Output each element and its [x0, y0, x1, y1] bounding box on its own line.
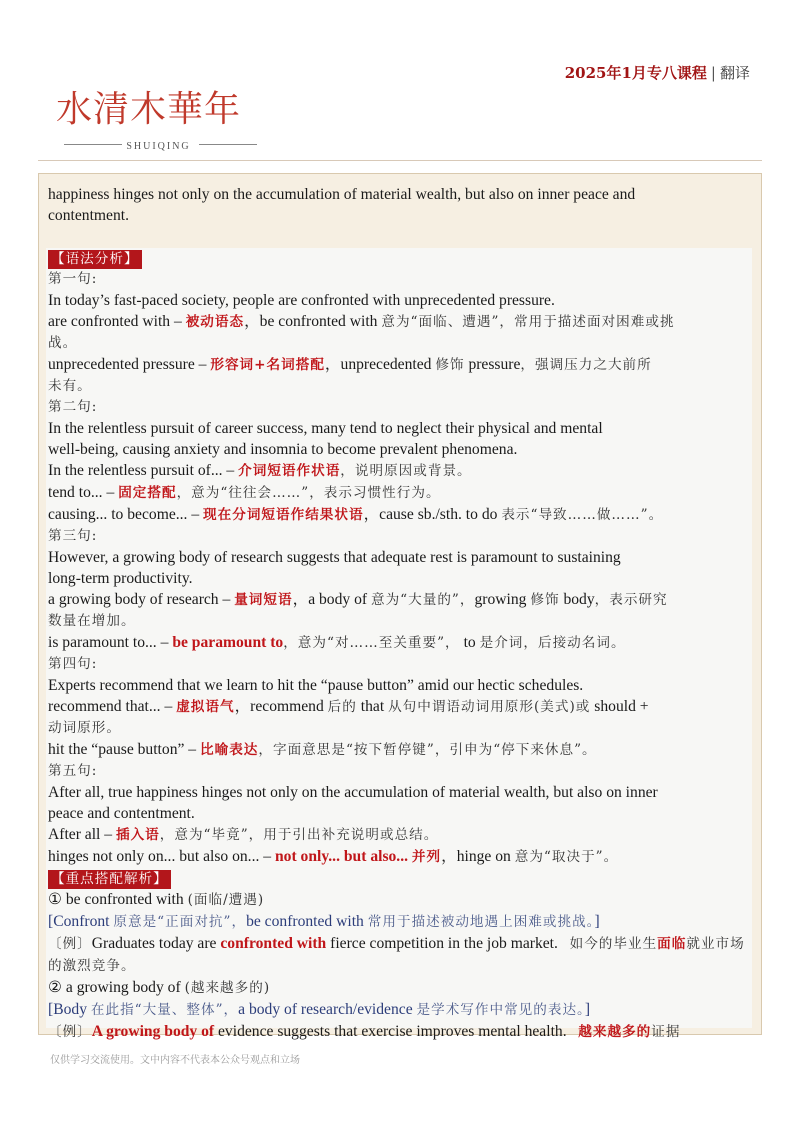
analysis-line: [48, 460, 754, 482]
note-bracket: ]: [594, 913, 600, 930]
example-highlight: A growing body of: [91, 1023, 215, 1040]
analysis-term: to: [463, 634, 476, 651]
footer-disclaimer: 仅供学习交流使用。文中内容不代表本公众号观点和立场: [50, 1055, 300, 1066]
spacer: [48, 226, 754, 248]
example-tag: 〔例〕: [48, 1024, 92, 1040]
analysis-term: that: [360, 698, 385, 715]
analysis-term: ，cause sb./sth. to do: [363, 506, 498, 523]
grammar-tag: 现在分词短语作结果状语: [203, 507, 364, 523]
sentence-text: peace and contentment.: [48, 805, 195, 822]
example-highlight: 越来越多的: [578, 1024, 652, 1040]
analysis-term: ，be confronted with: [244, 313, 378, 330]
example-text: evidence suggests that exercise improves mental health.: [218, 1023, 567, 1040]
analysis-term: is paramount to... –: [48, 634, 169, 651]
logo-rule-right: [199, 144, 257, 145]
analysis-line: [48, 739, 754, 761]
grammar-tag: 虚拟语气: [176, 699, 235, 715]
note-term: [Confront: [48, 913, 110, 930]
analysis-term: should +: [594, 698, 649, 715]
sentence-text: In the relentless pursuit of career success, many tend to neglect their physical and mental: [48, 420, 603, 437]
grammar-tag: not only... but also...: [274, 848, 409, 865]
intro-line: happiness hinges not only on the accumulation of material wealth, but also on inner peace and: [48, 186, 636, 203]
note-explanation: 是学术写作中常见的表达。: [416, 1002, 585, 1018]
analysis-continuation: 未有。: [48, 378, 92, 394]
analysis-explanation: 是介词，后接动名词。: [479, 635, 626, 651]
collocation-note: [48, 911, 754, 933]
analysis-line: [48, 311, 754, 333]
analysis-term: tend to... –: [48, 484, 115, 501]
analysis-line: [48, 504, 754, 526]
intro-line: contentment.: [48, 207, 129, 224]
sentence-heading: 第三句:: [48, 528, 98, 544]
note-term: [Body: [48, 1001, 87, 1018]
example-text: fierce competition in the job market.: [330, 935, 558, 952]
analysis-explanation: 意为“取决于”。: [514, 849, 619, 865]
analysis-term: recommend that... –: [48, 698, 173, 715]
example-highlight: confronted with: [220, 935, 327, 952]
header-course-info: [565, 62, 750, 83]
grammar-tag: be paramount to: [172, 634, 284, 651]
example-translation: 如今的毕业生: [569, 936, 658, 952]
grammar-tag: 比喻表达: [200, 742, 259, 758]
analysis-term: hinges not only on... but also on... –: [48, 848, 272, 865]
grammar-tag: 固定搭配: [118, 485, 177, 501]
analysis-explanation: ，表示研究: [594, 592, 668, 608]
analysis-term: In the relentless pursuit of... –: [48, 462, 235, 479]
analysis-explanation: 从句中谓语动词用原形(美式)或: [388, 699, 591, 715]
analysis-explanation: ，意为“对……至关重要”，: [283, 635, 460, 651]
analysis-term: growing: [474, 591, 527, 608]
grammar-tag: 形容词+名词搭配: [210, 357, 325, 373]
grammar-tag: 量词短语: [234, 592, 293, 608]
analysis-line: [48, 696, 754, 718]
grammar-tag: 插入语: [116, 827, 160, 843]
analysis-explanation: ，字面意思是“按下暂停键”，引申为“停下来休息”。: [258, 742, 597, 758]
example-line: [48, 1021, 754, 1043]
analysis-term: ，unprecedented: [324, 356, 432, 373]
analysis-term: unprecedented pressure –: [48, 356, 207, 373]
analysis-line: [48, 846, 754, 868]
example-translation: 就业市场的激烈竞争。: [48, 936, 745, 974]
analysis-explanation: ，强调压力之大前所: [520, 357, 652, 373]
analysis-term: ，hinge on: [441, 848, 511, 865]
analysis-term: hit the “pause button” –: [48, 741, 197, 758]
analysis-explanation: 修饰: [530, 592, 560, 608]
sentence-heading: 第五句:: [48, 763, 98, 779]
sentence-text: In today’s fast-paced society, people are confronted with unprecedented pressure.: [48, 292, 555, 309]
analysis-term: causing... to become... –: [48, 506, 200, 523]
analysis-explanation: 意为“面临、遭遇”，常用于描述面对困难或挑: [381, 314, 675, 330]
sentence-text: However, a growing body of research suggests that adequate rest is paramount to sustaining: [48, 549, 621, 566]
header-divider: [38, 160, 762, 161]
header-separator: |: [710, 64, 716, 82]
grammar-tag: 并列: [411, 849, 442, 865]
analysis-explanation: 意为“大量的”，: [371, 592, 475, 608]
note-explanation: 原意是“正面对抗”，: [113, 914, 247, 930]
logo-subtitle: [56, 136, 261, 152]
example-translation: 证据: [651, 1024, 681, 1040]
brand-logo: [56, 88, 266, 152]
analysis-line: [48, 824, 754, 846]
analysis-term: ，a body of: [292, 591, 368, 608]
sentence-text: well-being, causing anxiety and insomnia to become prevalent phenomena.: [48, 441, 518, 458]
analysis-line: [48, 354, 754, 376]
analysis-term: ，recommend: [234, 698, 324, 715]
note-bracket: ]: [584, 1001, 591, 1018]
analysis-term: a growing body of research –: [48, 591, 231, 608]
note-explanation: 常用于描述被动地遇上困难或挑战。: [367, 914, 595, 930]
grammar-tag: 被动语态: [185, 314, 245, 330]
logo-rule-left: [64, 144, 122, 145]
collocation-meaning: (越来越多的): [184, 980, 271, 996]
sentence-text: long-term productivity.: [48, 570, 193, 587]
logo-english: SHUIQING: [126, 141, 191, 152]
note-term: be confronted with: [246, 913, 364, 930]
sentence-heading: 第一句:: [48, 271, 98, 287]
analysis-explanation: 表示“导致……做……”。: [501, 507, 664, 523]
analysis-explanation: ，意为“往往会……”，表示习惯性行为。: [176, 485, 441, 501]
sentence-text: After all, true happiness hinges not only on the accumulation of material wealth, but also on inner: [48, 784, 658, 801]
analysis-continuation: 数量在增加。: [48, 613, 136, 629]
document-body: [48, 184, 754, 1043]
analysis-term: are confronted with –: [48, 313, 182, 330]
analysis-line: [48, 589, 754, 611]
sentence-heading: 第二句:: [48, 399, 98, 415]
collocation-term: ① be confronted with: [48, 891, 184, 908]
collocation-meaning: (面临/遭遇): [187, 892, 265, 908]
example-tag: 〔例〕: [48, 936, 92, 952]
analysis-term: body: [563, 591, 595, 608]
collocation-heading: [48, 977, 754, 999]
analysis-continuation: 动词原形。: [48, 720, 121, 736]
analysis-line: [48, 482, 754, 504]
example-highlight: 面临: [657, 936, 687, 952]
example-text: Graduates today are: [91, 935, 217, 952]
analysis-continuation: 战。: [48, 335, 78, 351]
collocation-heading: [48, 889, 754, 911]
collocation-term: ② a growing body of: [48, 979, 181, 996]
sentence-text: Experts recommend that we learn to hit the “pause button” amid our hectic schedules.: [48, 677, 584, 694]
logo-chinese: 水清木華年: [56, 89, 242, 130]
analysis-line: [48, 632, 754, 654]
analysis-explanation: 修饰: [435, 357, 465, 373]
note-term: a body of research/evidence: [238, 1001, 413, 1018]
sentence-heading: 第四句:: [48, 656, 98, 672]
analysis-explanation: ，说明原因或背景。: [340, 463, 472, 479]
analysis-explanation: 后的: [327, 699, 357, 715]
analysis-explanation: ，意为“毕竟”，用于引出补充说明或总结。: [159, 827, 439, 843]
example-line: [48, 933, 754, 977]
note-explanation: 在此指“大量、整体”，: [90, 1002, 239, 1018]
grammar-tag: 介词短语作状语: [238, 463, 341, 479]
grammar-label: 【语法分析】: [48, 250, 142, 269]
subject-label: 翻译: [719, 64, 750, 82]
collocation-label: 【重点搭配解析】: [48, 870, 171, 889]
analysis-term: pressure: [468, 356, 521, 373]
collocation-note: [48, 999, 754, 1021]
analysis-term: After all –: [48, 826, 113, 843]
course-title: 2025年1月专八课程: [564, 64, 707, 82]
